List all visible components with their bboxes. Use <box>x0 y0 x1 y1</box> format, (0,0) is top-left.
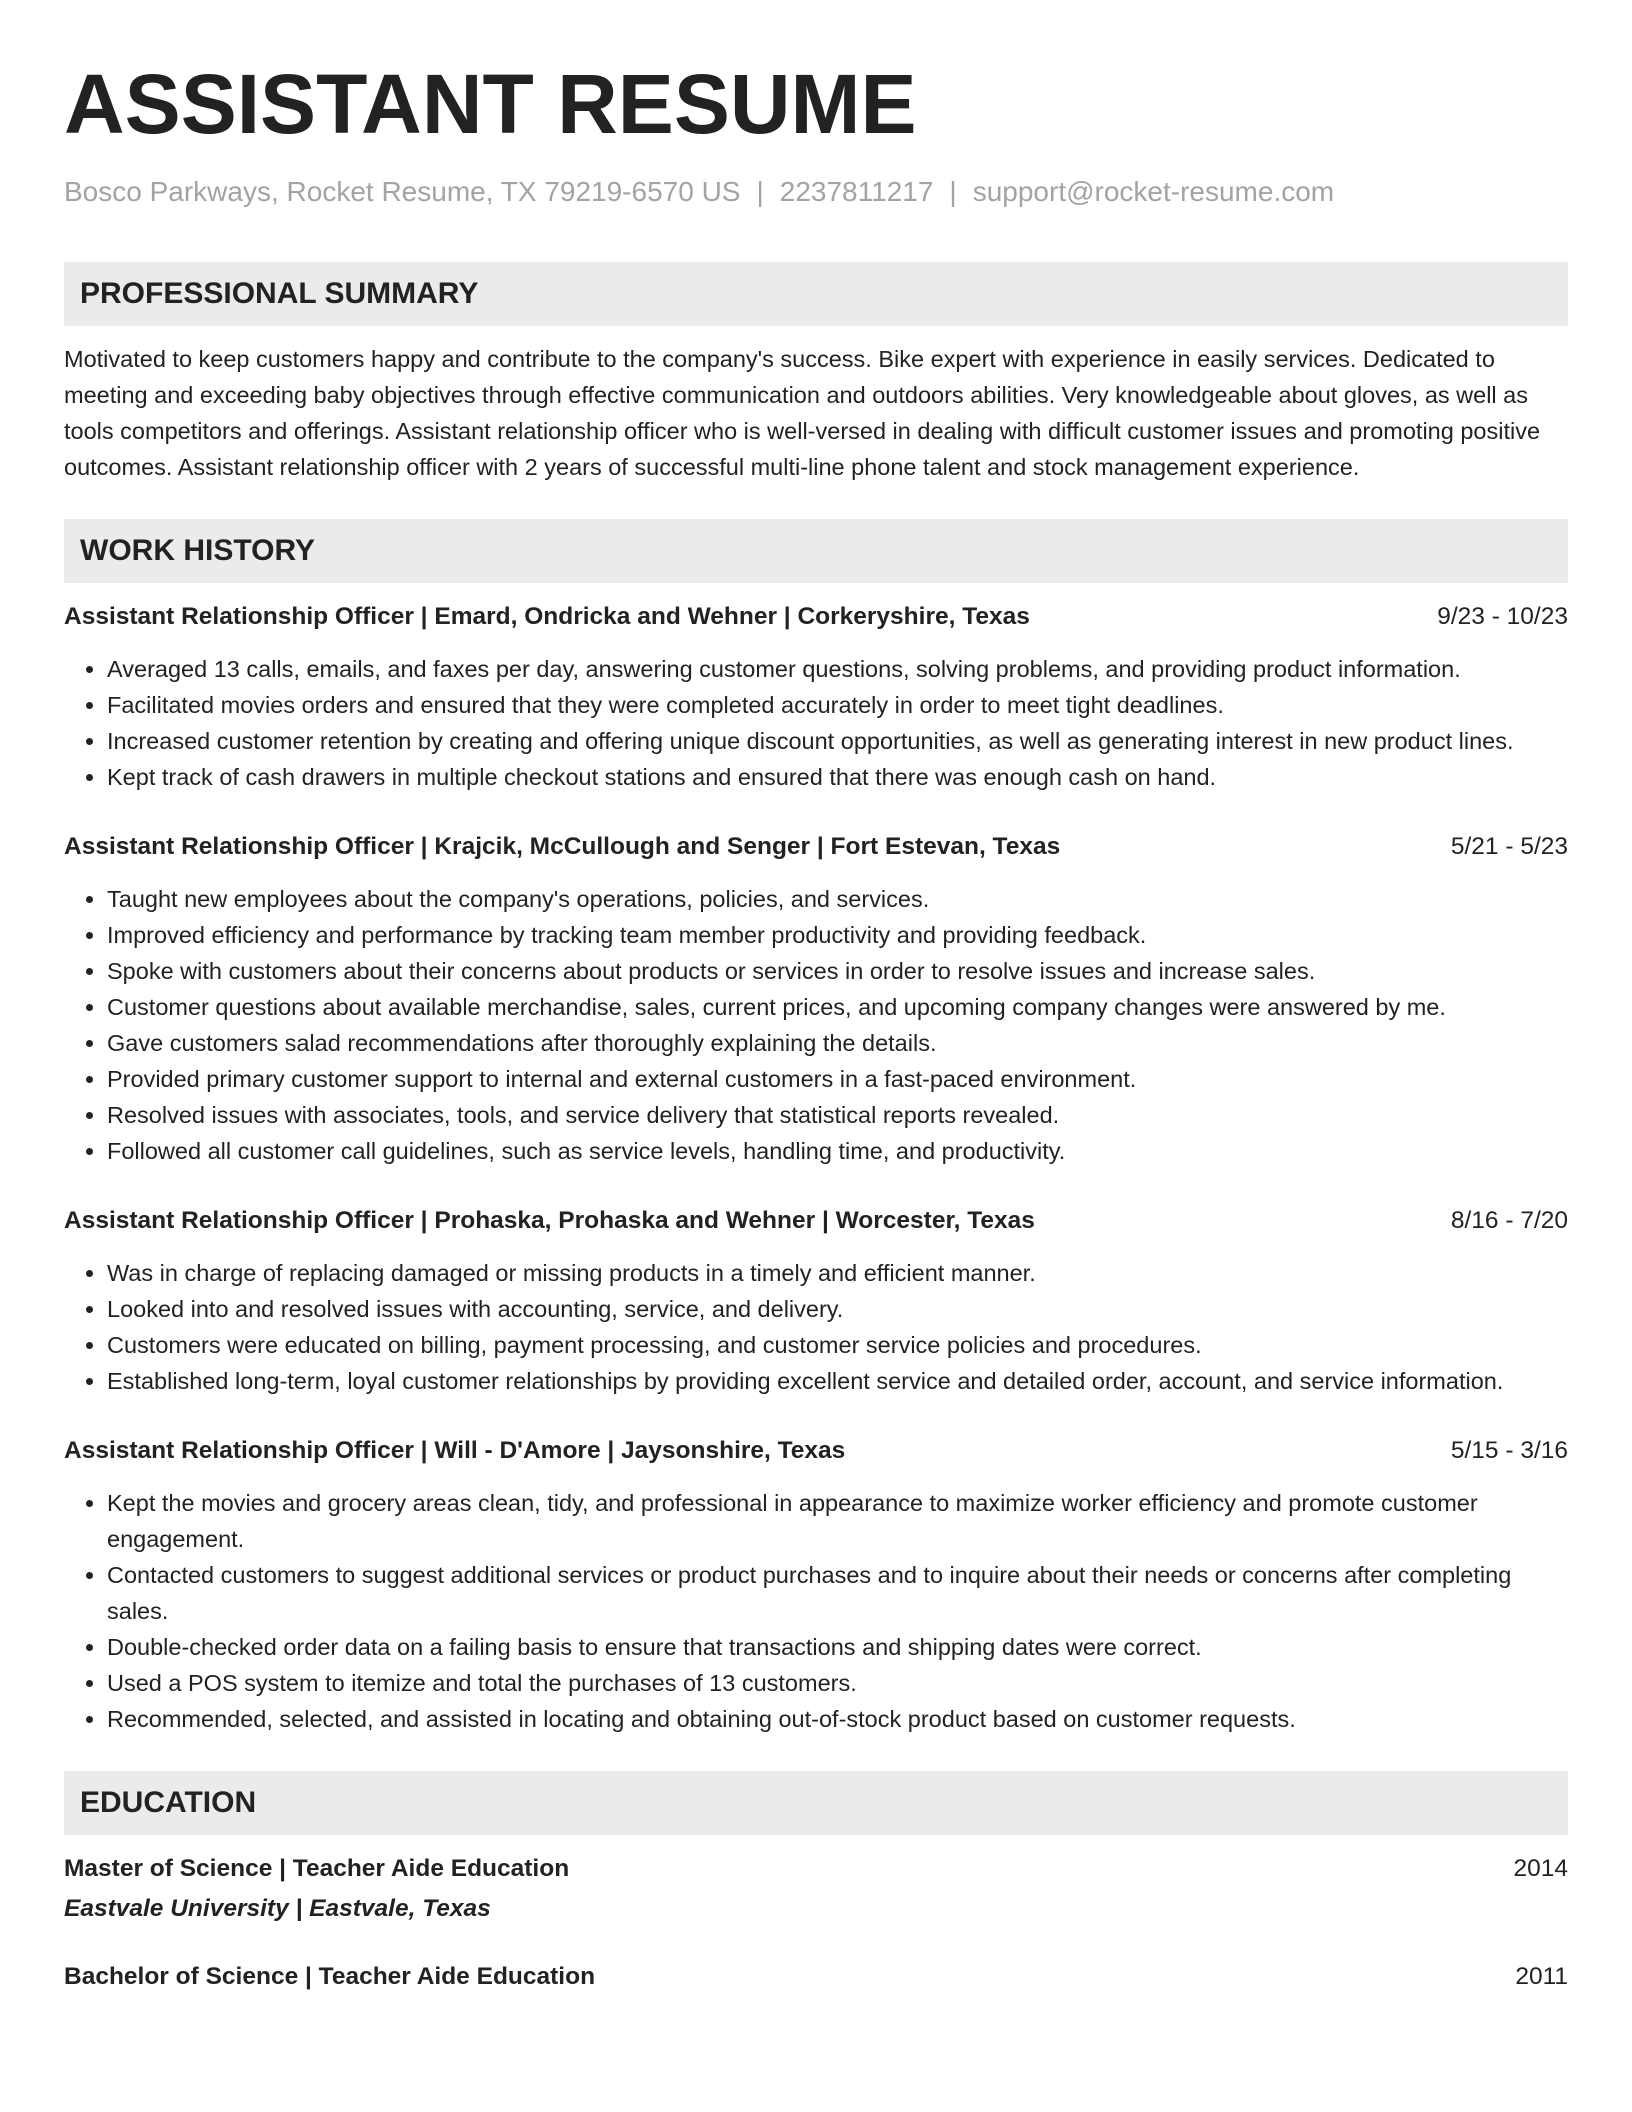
job-entry <box>64 1433 1568 1737</box>
resume-title: ASSISTANT RESUME <box>64 57 917 151</box>
job-bullet: • Spoke with customers about their concerns about products or services in order to resolve issues and increase sales. <box>107 953 1568 989</box>
job-dates: 9/23 - 10/23 <box>1437 603 1568 630</box>
education-degree: Bachelor of Science | Teacher Aide Education <box>64 1963 596 1990</box>
job-bullet: • Kept the movies and grocery areas clean, tidy, and professional in appearance to maximize worker efficiency and promote customer engagement. <box>107 1485 1568 1557</box>
section-header-work-history <box>64 519 1568 583</box>
job-entry <box>64 829 1568 1169</box>
contact-phone: 2237811217 <box>779 176 934 207</box>
job-bullet: • Improved efficiency and performance by tracking team member productivity and providing feedback. <box>107 917 1568 953</box>
job-header <box>64 829 1568 865</box>
job-header <box>64 599 1568 635</box>
job-bullet: • Used a POS system to itemize and total the purchases of 13 customers. <box>107 1665 1568 1701</box>
contact-email: support@rocket-resume.com <box>972 176 1335 207</box>
job-bullet: • Double-checked order data on a failing basis to ensure that transactions and shipping dates were correct. <box>107 1629 1568 1665</box>
job-title: Assistant Relationship Officer | Krajcik, McCullough and Senger | Fort Estevan, Texas <box>64 833 1061 860</box>
job-title: Assistant Relationship Officer | Will - D'Amore | Jaysonshire, Texas <box>64 1437 846 1464</box>
job-bullet: • Provided primary customer support to internal and external customers in a fast-paced environment. <box>107 1061 1568 1097</box>
job-entry <box>64 599 1568 795</box>
job-bullet: • Looked into and resolved issues with accounting, service, and delivery. <box>107 1291 1568 1327</box>
section-title: PROFESSIONAL SUMMARY <box>80 277 479 310</box>
contact-address: Bosco Parkways, Rocket Resume, TX 79219-6570 US <box>64 176 741 207</box>
education-year: 2014 <box>1513 1855 1568 1882</box>
education-entry <box>64 1851 1568 1927</box>
job-bullet: • Averaged 13 calls, emails, and faxes per day, answering customer questions, solving problems, and providing product information. <box>107 651 1568 687</box>
section-header-education <box>64 1771 1568 1835</box>
job-bullet: • Contacted customers to suggest additional services or product purchases and to inquire about their needs or concerns after completing sales. <box>107 1557 1568 1629</box>
job-bullet: • Followed all customer call guidelines, such as service levels, handling time, and productivity. <box>107 1133 1568 1169</box>
job-bullet: • Increased customer retention by creating and offering unique discount opportunities, as well as generating interest in new product lines. <box>107 723 1568 759</box>
job-bullets <box>64 881 1568 1169</box>
job-title: Assistant Relationship Officer | Prohaska, Prohaska and Wehner | Worcester, Texas <box>64 1207 1035 1234</box>
job-bullets <box>64 1485 1568 1737</box>
job-bullets <box>64 1255 1568 1399</box>
job-bullets <box>64 651 1568 795</box>
job-title: Assistant Relationship Officer | Emard, Ondricka and Wehner | Corkeryshire, Texas <box>64 603 1030 630</box>
education-entry <box>64 1959 1568 1995</box>
job-bullet: • Taught new employees about the company's operations, policies, and services. <box>107 881 1568 917</box>
job-bullet: • Established long-term, loyal customer relationships by providing excellent service and detailed order, account, and service information. <box>107 1363 1568 1399</box>
job-bullet: • Kept track of cash drawers in multiple checkout stations and ensured that there was enough cash on hand. <box>107 759 1568 795</box>
job-bullet: • Resolved issues with associates, tools, and service delivery that statistical reports revealed. <box>107 1097 1568 1133</box>
contact-separator: | <box>756 176 764 207</box>
education-header <box>64 1851 1568 1887</box>
job-bullet: • Customer questions about available merchandise, sales, current prices, and upcoming company changes were answered by me. <box>107 989 1568 1025</box>
job-bullet: • Recommended, selected, and assisted in locating and obtaining out-of-stock product based on customer requests. <box>107 1701 1568 1737</box>
section-title: WORK HISTORY <box>80 534 316 567</box>
contact-line <box>64 174 1568 210</box>
job-header <box>64 1433 1568 1469</box>
job-dates: 8/16 - 7/20 <box>1450 1207 1568 1234</box>
job-entry <box>64 1203 1568 1399</box>
job-bullet: • Gave customers salad recommendations after thoroughly explaining the details. <box>107 1025 1568 1061</box>
job-header <box>64 1203 1568 1239</box>
education-degree: Master of Science | Teacher Aide Education <box>64 1855 570 1882</box>
job-bullet: • Customers were educated on billing, payment processing, and customer service policies and procedures. <box>107 1327 1568 1363</box>
education-year: 2011 <box>1515 1963 1568 1990</box>
summary-text: Motivated to keep customers happy and contribute to the company's success. Bike expert with experience in easily services. Dedicated to meeting and exceeding baby objectives through effective communication and outdoors abilities. Very knowledgeable about gloves, as well as tools competitors and offerings. Assistant relationship officer who is well-versed in dealing with difficult customer issues and promoting positive outcomes. Assistant relationship officer with 2 years of successful multi-line phone talent and stock management experience. <box>64 346 1541 480</box>
education-school: Eastvale University | Eastvale, Texas <box>64 1895 491 1922</box>
section-title: EDUCATION <box>80 1786 257 1819</box>
education-header <box>64 1959 1568 1995</box>
job-dates: 5/21 - 5/23 <box>1450 833 1568 860</box>
section-header-summary <box>64 262 1568 326</box>
job-bullet: • Facilitated movies orders and ensured that they were completed accurately in order to meet tight deadlines. <box>107 687 1568 723</box>
job-dates: 5/15 - 3/16 <box>1450 1437 1568 1464</box>
job-bullet: • Was in charge of replacing damaged or missing products in a timely and efficient manner. <box>107 1255 1568 1291</box>
contact-separator: | <box>949 176 957 207</box>
